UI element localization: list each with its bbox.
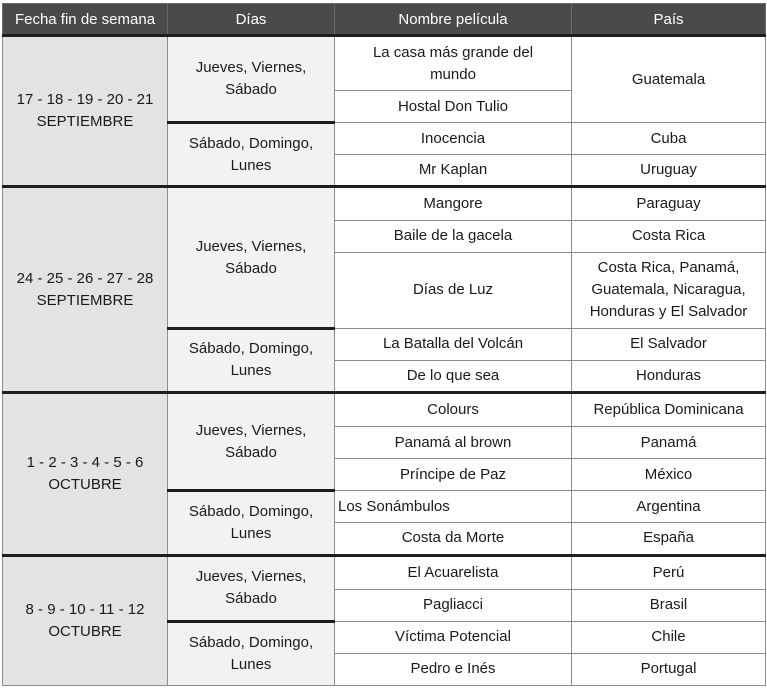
week-date-cell xyxy=(3,36,168,187)
header-film: Nombre película xyxy=(335,4,572,36)
week-date-cell xyxy=(3,393,168,555)
days-label: Lunes xyxy=(230,156,272,174)
country-name: Honduras y El Salvador xyxy=(589,303,748,321)
film-cell: Pedro e Inés xyxy=(335,653,572,685)
week-date-range: 1 - 2 - 3 - 4 - 5 - 6 xyxy=(26,453,144,471)
days-label: Sábado xyxy=(225,259,277,277)
days-label: Sábado xyxy=(225,443,277,461)
country-cell: Chile xyxy=(572,621,766,653)
country-cell: Cuba xyxy=(572,123,766,155)
film-cell: Panamá al brown xyxy=(335,427,572,459)
country-cell: Argentina xyxy=(572,491,766,523)
film-cell: Mangore xyxy=(335,187,572,220)
film-cell: Costa da Morte xyxy=(335,523,572,555)
film-cell: De lo que sea xyxy=(335,360,572,392)
days-label: Jueves, Viernes, xyxy=(195,568,307,586)
table-row xyxy=(3,555,766,589)
week-month: OCTUBRE xyxy=(48,622,122,640)
days-label: Sábado xyxy=(225,81,277,99)
film-cell: El Acuarelista xyxy=(335,555,572,589)
week-date-range: 17 - 18 - 19 - 20 - 21 xyxy=(16,91,154,109)
country-cell: Guatemala xyxy=(572,36,766,123)
days-cell xyxy=(168,187,335,328)
week-date-range: 8 - 9 - 10 - 11 - 12 xyxy=(25,600,145,618)
days-cell xyxy=(168,491,335,555)
film-cell xyxy=(335,36,572,91)
table-row xyxy=(3,187,766,220)
country-cell: Panamá xyxy=(572,427,766,459)
film-cell: Colours xyxy=(335,393,572,427)
country-cell: Perú xyxy=(572,555,766,589)
days-label: Sábado, Domingo, xyxy=(188,633,314,651)
country-cell: Uruguay xyxy=(572,155,766,187)
days-label: Jueves, Viernes, xyxy=(195,421,307,439)
days-cell xyxy=(168,621,335,685)
country-cell: Brasil xyxy=(572,589,766,621)
days-label: Jueves, Viernes, xyxy=(195,237,307,255)
week-date-cell xyxy=(3,555,168,685)
header-date: Fecha fin de semana xyxy=(3,4,168,36)
country-cell xyxy=(572,252,766,328)
country-cell: Portugal xyxy=(572,653,766,685)
table-row xyxy=(3,393,766,427)
week-month: SEPTIEMBRE xyxy=(36,113,134,131)
days-cell xyxy=(168,555,335,621)
days-label: Sábado, Domingo, xyxy=(188,134,314,152)
film-cell: Días de Luz xyxy=(335,252,572,328)
country-name: Costa Rica, Panamá, xyxy=(597,259,740,277)
days-label: Sábado, Domingo, xyxy=(188,340,314,358)
days-label: Lunes xyxy=(230,655,272,673)
country-cell: España xyxy=(572,523,766,555)
week-month: OCTUBRE xyxy=(48,475,122,493)
country-name: Guatemala, Nicaragua, xyxy=(591,281,746,299)
country-cell: República Dominicana xyxy=(572,393,766,427)
film-cell: Inocencia xyxy=(335,123,572,155)
table-row xyxy=(3,36,766,91)
header-row xyxy=(3,4,766,36)
country-cell: Honduras xyxy=(572,360,766,392)
days-cell xyxy=(168,123,335,187)
days-label: Jueves, Viernes, xyxy=(195,59,307,77)
country-cell: México xyxy=(572,459,766,491)
week-month: SEPTIEMBRE xyxy=(36,291,134,309)
film-cell: La Batalla del Volcán xyxy=(335,328,572,360)
film-cell: Baile de la gacela xyxy=(335,220,572,252)
film-title: La casa más grande del xyxy=(372,43,534,61)
film-title: mundo xyxy=(430,65,476,83)
header-country: País xyxy=(572,4,766,36)
days-cell xyxy=(168,36,335,123)
days-label: Sábado xyxy=(225,590,277,608)
country-cell: Costa Rica xyxy=(572,220,766,252)
days-label: Lunes xyxy=(230,362,272,380)
film-cell: Los Sonámbulos xyxy=(335,491,572,523)
film-cell: Mr Kaplan xyxy=(335,155,572,187)
film-cell: Príncipe de Paz xyxy=(335,459,572,491)
days-cell xyxy=(168,328,335,392)
country-cell: El Salvador xyxy=(572,328,766,360)
days-label: Sábado, Domingo, xyxy=(188,502,314,520)
film-cell: Pagliacci xyxy=(335,589,572,621)
film-cell: Víctima Potencial xyxy=(335,621,572,653)
country-cell: Paraguay xyxy=(572,187,766,220)
week-date-cell xyxy=(3,187,168,393)
film-cell: Hostal Don Tulio xyxy=(335,91,572,123)
days-cell xyxy=(168,393,335,491)
header-days: Días xyxy=(168,4,335,36)
week-date-range: 24 - 25 - 26 - 27 - 28 xyxy=(16,269,154,287)
days-label: Lunes xyxy=(230,524,272,542)
schedule-table xyxy=(2,3,766,686)
